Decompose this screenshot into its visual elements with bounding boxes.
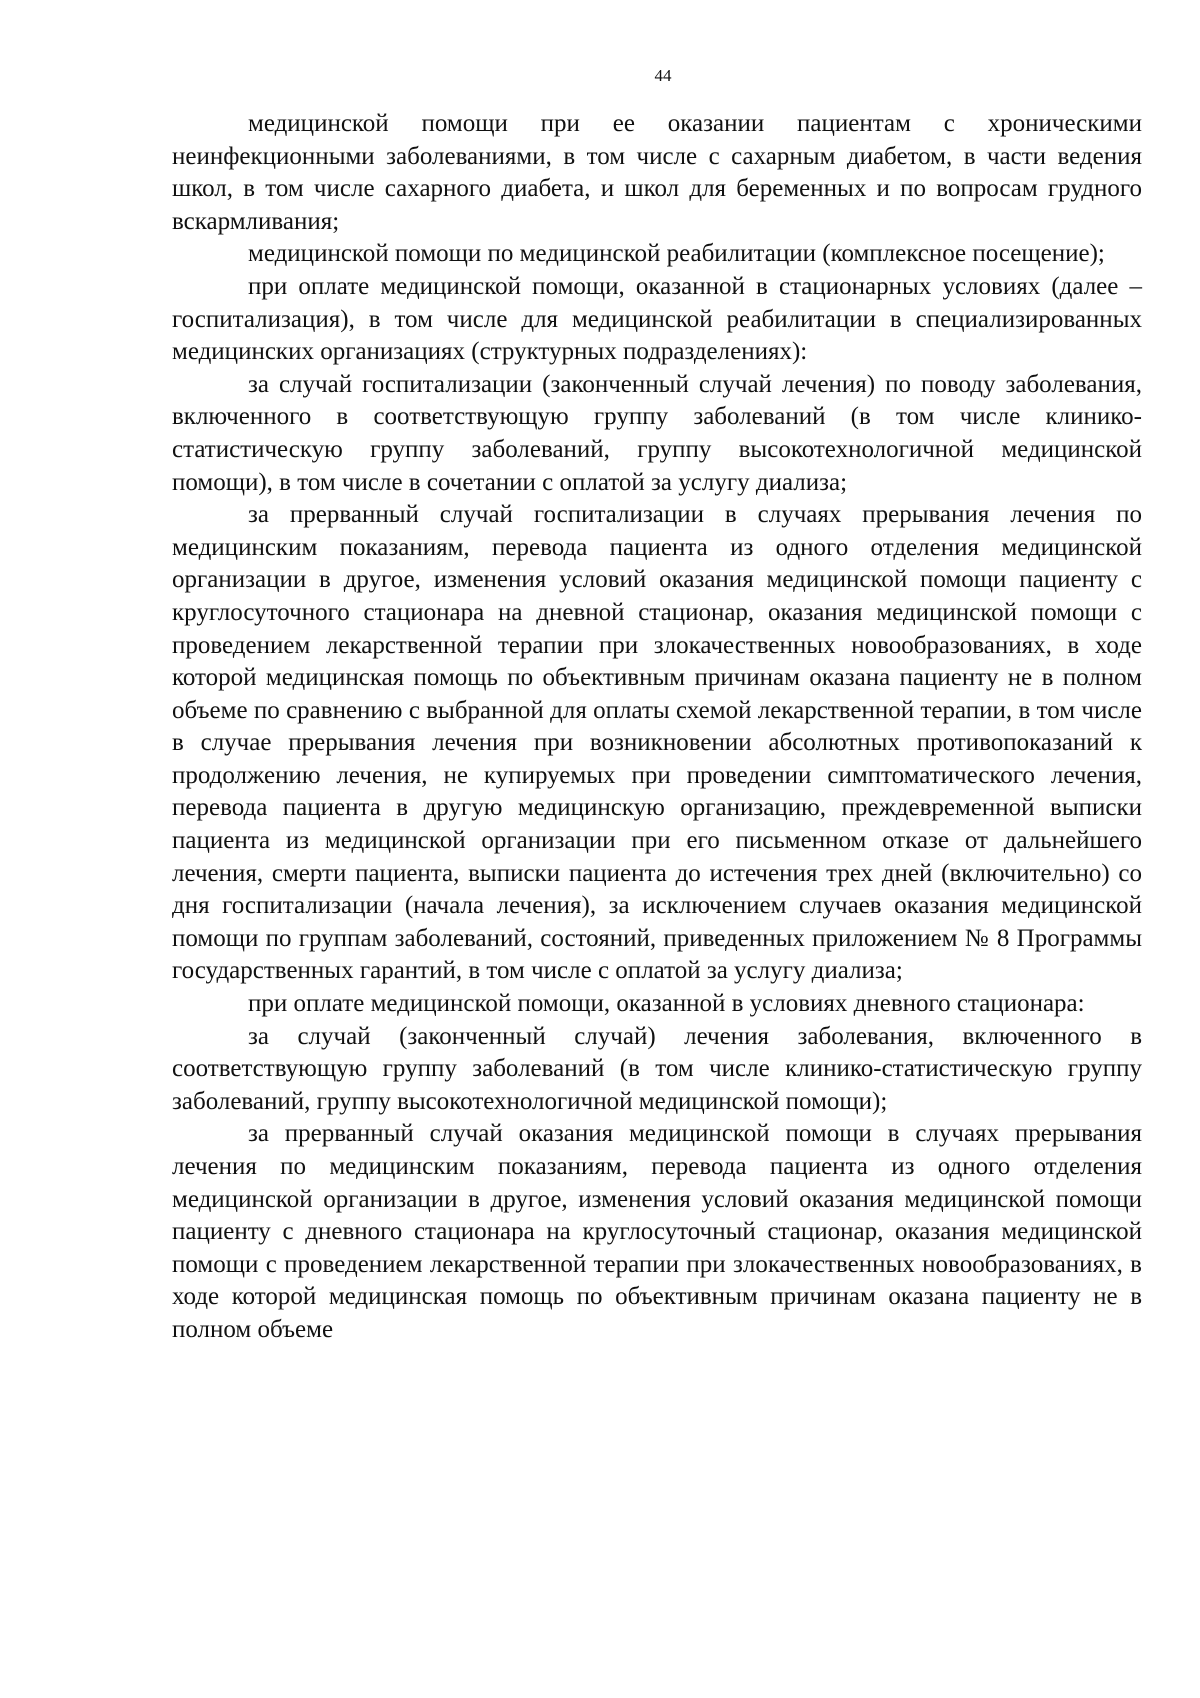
- page-number: 44: [654, 66, 672, 85]
- paragraph: за прерванный случай оказания медицинской помощи в случаях прерывания лечения по медицинским показаниям, перевода пациента из одного отделения медицинской организации в другое, изменения условий оказания медицинской помощи пациенту с дневного стационара на круглосуточный стационар, оказания медицинской помощи с проведением лекарственной терапии при злокачественных новообразованиях, в ходе которой медицинская помощь по объективным причинам оказана пациенту не в полном объеме: [172, 1120, 1142, 1343]
- paragraph: за прерванный случай госпитализации в случаях прерывания лечения по медицинским показаниям, перевода пациента из одного отделения медицинской организации в другое, изменения условий оказания медицинской помощи пациенту с круглосуточного стационара на дневной стационар, оказания медицинской помощи с проведением лекарственной терапии при злокачественных новообразованиях, в ходе которой медицинская помощь по объективным причинам оказана пациенту не в полном объеме по сравнению с выбранной для оплаты схемой лекарственной терапии, в том числе в случае прерывания лечения при возникновении абсолютных противопоказаний к продолжению лечения, не купируемых при проведении симптоматического лечения, перевода пациента в другую медицинскую организацию, преждевременной выписки пациента из медицинской организации при его письменном отказе от дальнейшего лечения, смерти пациента, выписки пациента до истечения трех дней (включительно) со дня госпитализации (начала лечения), за исключением случаев оказания медицинской помощи по группам заболеваний, состояний, приведенных приложением № 8 Программы государственных гарантий, в том числе с оплатой за услугу диализа;: [172, 501, 1142, 985]
- paragraph: при оплате медицинской помощи, оказанной в условиях дневного стационара:: [248, 990, 1085, 1018]
- paragraph: медицинской помощи по медицинской реабилитации (комплексное посещение);: [248, 240, 1105, 268]
- paragraph: за случай (законченный случай) лечения заболевания, включенного в соответствующую группу заболеваний (в том числе клинико-статистическую группу заболеваний, группу высокотехнологичной медицинской помощи);: [172, 1022, 1142, 1115]
- paragraph: медицинской помощи при ее оказании пациентам с хроническими неинфекционными заболеваниями, в том числе с сахарным диабетом, в части ведения школ, в том числе сахарного диабета, и школ для беременных и по вопросам грудного вскармливания;: [172, 110, 1142, 235]
- paragraph: при оплате медицинской помощи, оказанной в стационарных условиях (далее – госпитализация), в том числе для медицинской реабилитации в специализированных медицинских организациях (структурных подразделениях):: [172, 272, 1142, 366]
- document-body: [172, 108, 1142, 1347]
- paragraph: за случай госпитализации (законченный случай лечения) по поводу заболевания, включенного в соответствующую группу заболеваний (в том числе клинико-статистическую группу заболеваний, группу высокотехнологичной медицинской помощи), в том числе в сочетании с оплатой за услугу диализа;: [172, 370, 1142, 496]
